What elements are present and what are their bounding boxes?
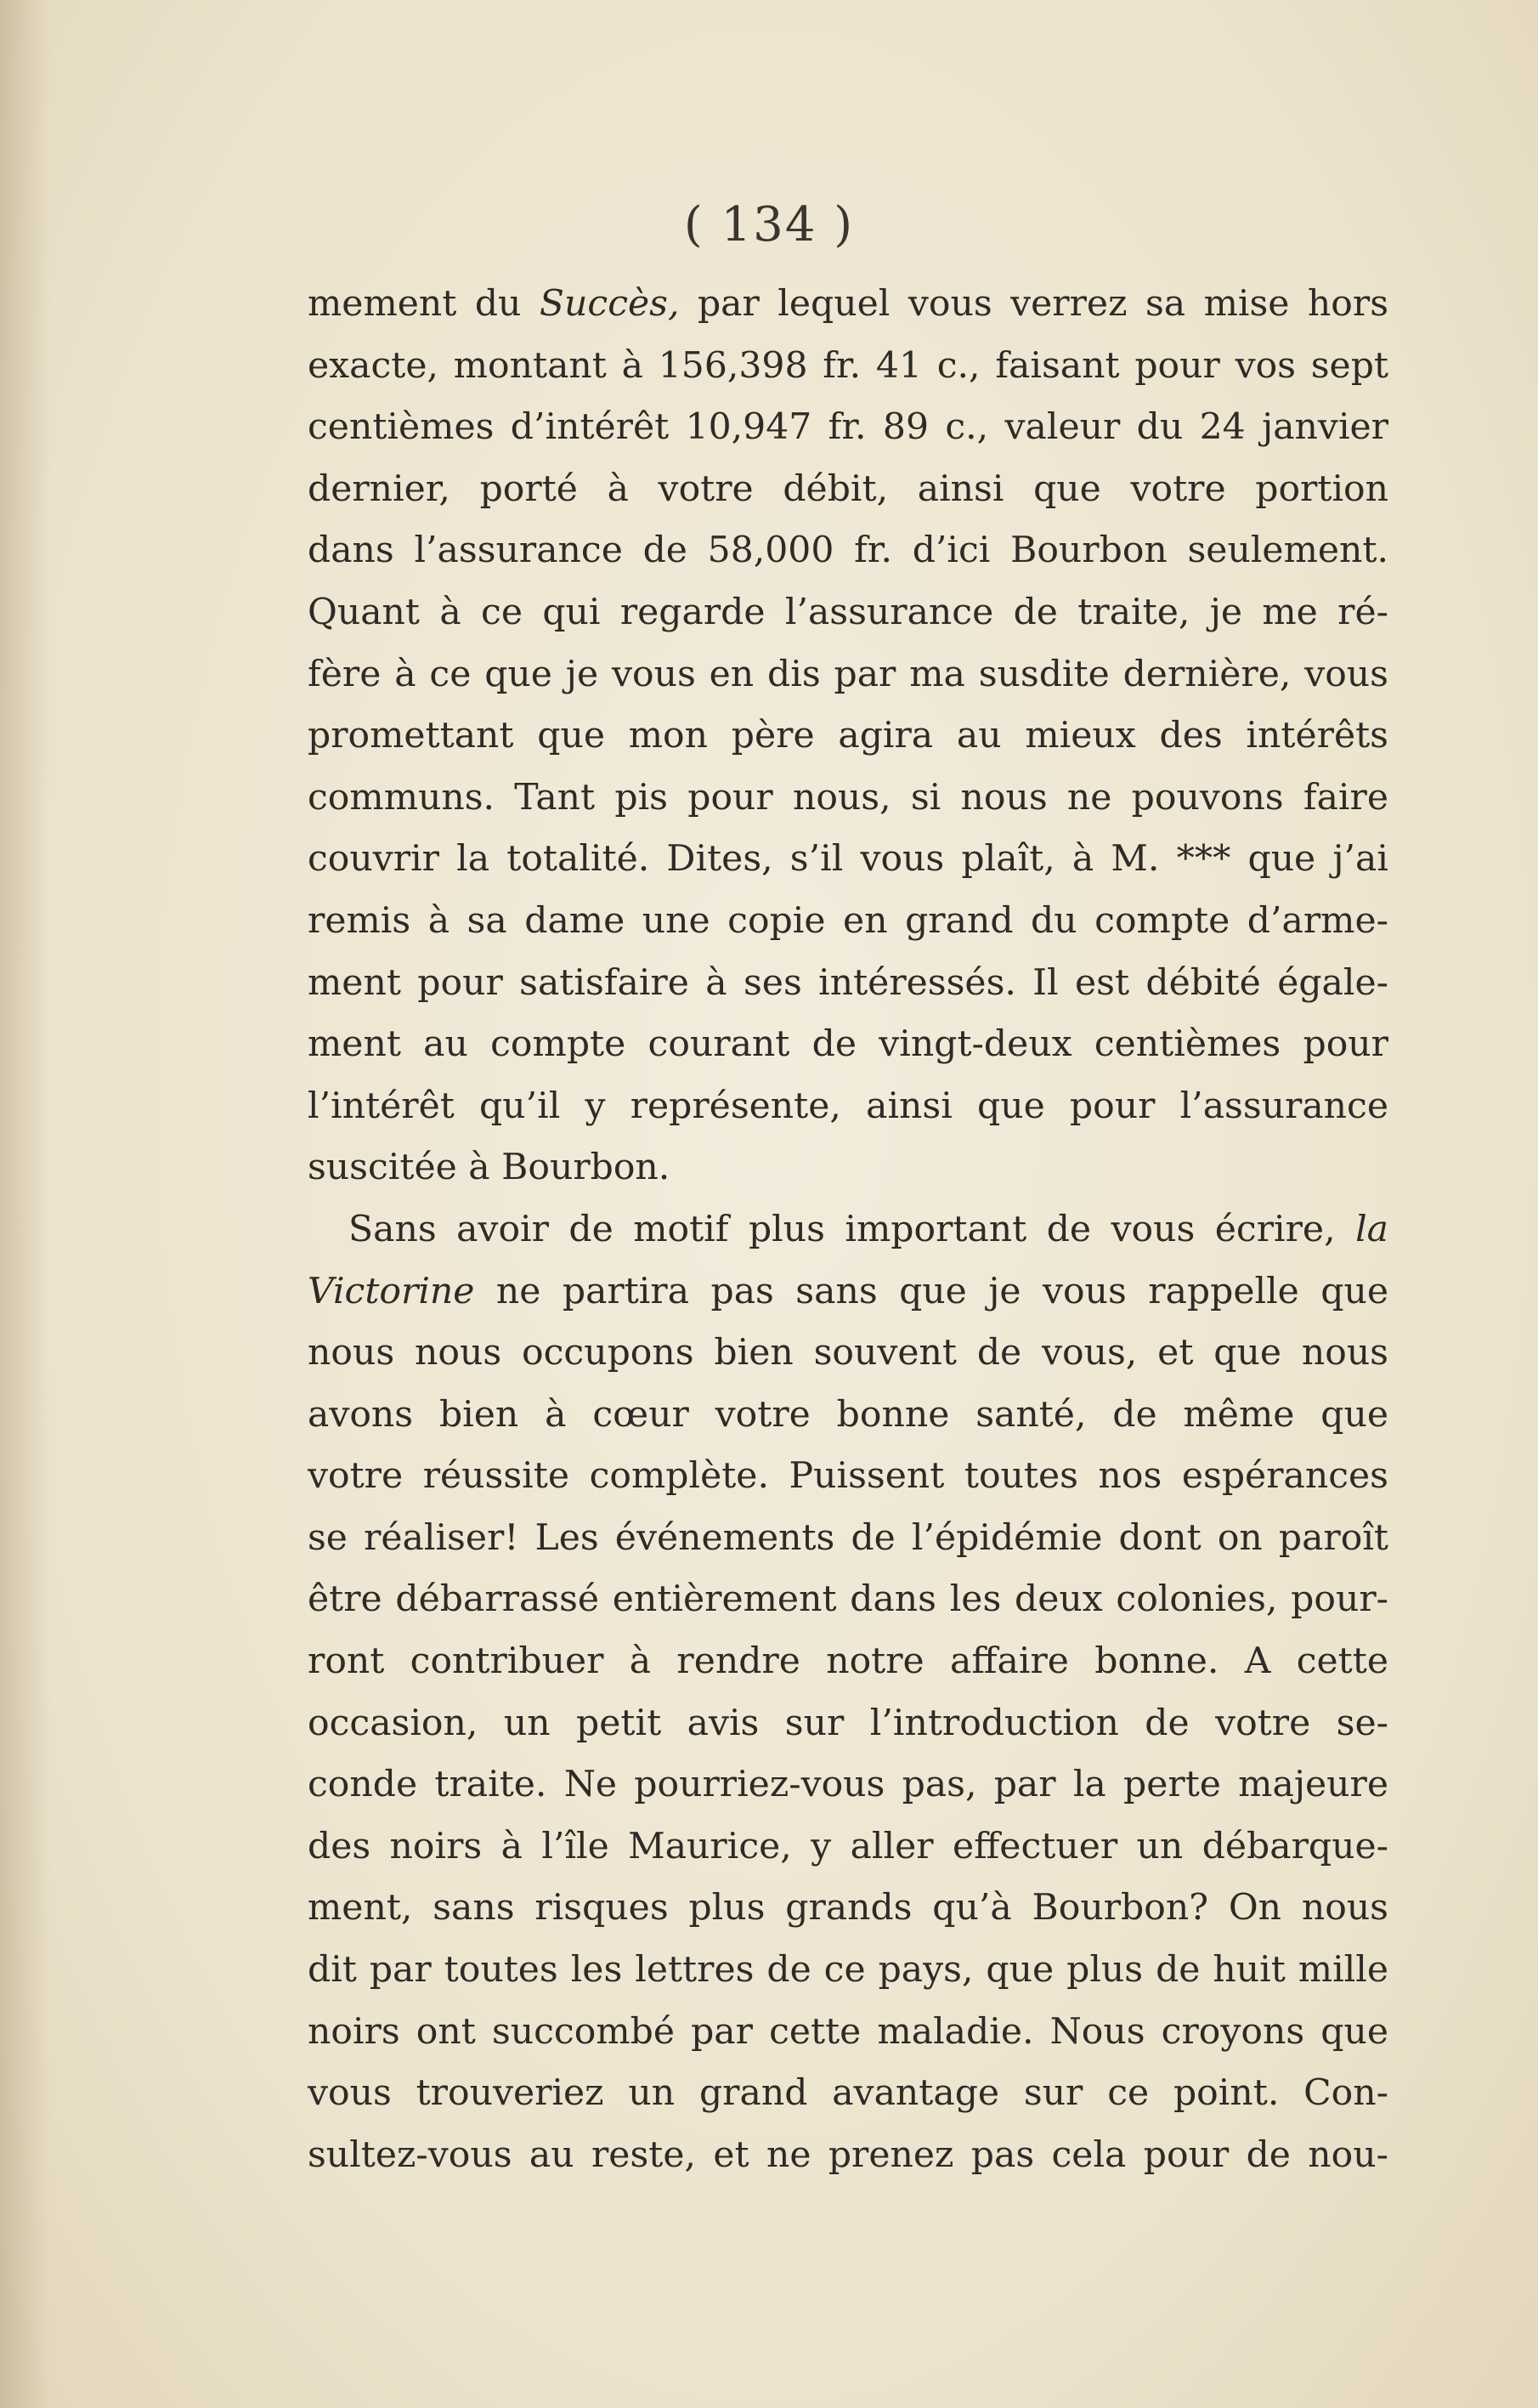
text-line: vous trouveriez un grand avantage sur ce point. Con-	[308, 2072, 1388, 2115]
text-line: se réaliser! Les événements de l’épidémie dont on paroît	[308, 1516, 1388, 1559]
text-line: couvrir la totalité. Dites, s’il vous plaît, à M. *** que j’ai	[308, 838, 1388, 881]
text-line: l’intérêt qu’il y représente, ainsi que pour l’assurance	[308, 1085, 1388, 1127]
text-line: communs. Tant pis pour nous, si nous ne pouvons faire	[308, 776, 1388, 819]
text-line: Victorine ne partira pas sans que je vous rappelle que	[308, 1270, 1388, 1312]
page-number: ( 134 )	[683, 197, 855, 252]
body-text	[308, 274, 1388, 2186]
text-line: fère à ce que je vous en dis par ma susdite dernière, vous	[308, 653, 1388, 695]
text-line: avons bien à cœur votre bonne santé, de même que	[308, 1393, 1388, 1436]
text-line: dernier, porté à votre débit, ainsi que votre portion	[308, 467, 1388, 510]
text-line: ment pour satisfaire à ses intéressés. Il est débité égale-	[308, 961, 1388, 1004]
text-line: mement du Succès, par lequel vous verrez sa mise hors	[308, 283, 1388, 325]
text-line: ront contribuer à rendre notre affaire bonne. A cette	[308, 1640, 1388, 1683]
text-line: nous nous occupons bien souvent de vous, et que nous	[308, 1332, 1388, 1374]
text-line: sultez-vous au reste, et ne prenez pas cela pour de nou-	[308, 2133, 1388, 2176]
text-line: remis à sa dame une copie en grand du compte d’arme-	[308, 899, 1388, 942]
text-line: exacte, montant à 156,398 fr. 41 c., faisant pour vos sept	[308, 344, 1388, 387]
text-line: dans l’assurance de 58,000 fr. d’ici Bourbon seulement.	[308, 530, 1388, 572]
text-line: occasion, un petit avis sur l’introduction de votre se-	[308, 1702, 1388, 1744]
text-line: suscitée à Bourbon.	[308, 1147, 670, 1189]
text-line: votre réussite complète. Puissent toutes nos espérances	[308, 1455, 1388, 1498]
text-line: conde traite. Ne pourriez-vous pas, par la perte majeure	[308, 1764, 1388, 1806]
text-line: noirs ont succombé par cette maladie. Nous croyons que	[308, 2010, 1388, 2053]
text-line: ment, sans risques plus grands qu’à Bourbon? On nous	[308, 1887, 1388, 1929]
text-line: ment au compte courant de vingt-deux centièmes pour	[308, 1023, 1388, 1066]
text-line: Quant à ce qui regarde l’assurance de traite, je me ré-	[308, 591, 1388, 633]
binding-shadow	[0, 0, 51, 2408]
text-line: Sans avoir de motif plus important de vous écrire, la	[348, 1208, 1388, 1250]
text-line: promettant que mon père agira au mieux des intérêts	[308, 715, 1388, 757]
text-line: dit par toutes les lettres de ce pays, que plus de huit mille	[308, 1949, 1388, 1992]
text-line: des noirs à l’île Maurice, y aller effectuer un débarque-	[308, 1825, 1388, 1867]
text-line: être débarrassé entièrement dans les deux colonies, pour-	[308, 1578, 1388, 1621]
text-line: centièmes d’intérêt 10,947 fr. 89 c., valeur du 24 janvier	[308, 406, 1388, 449]
